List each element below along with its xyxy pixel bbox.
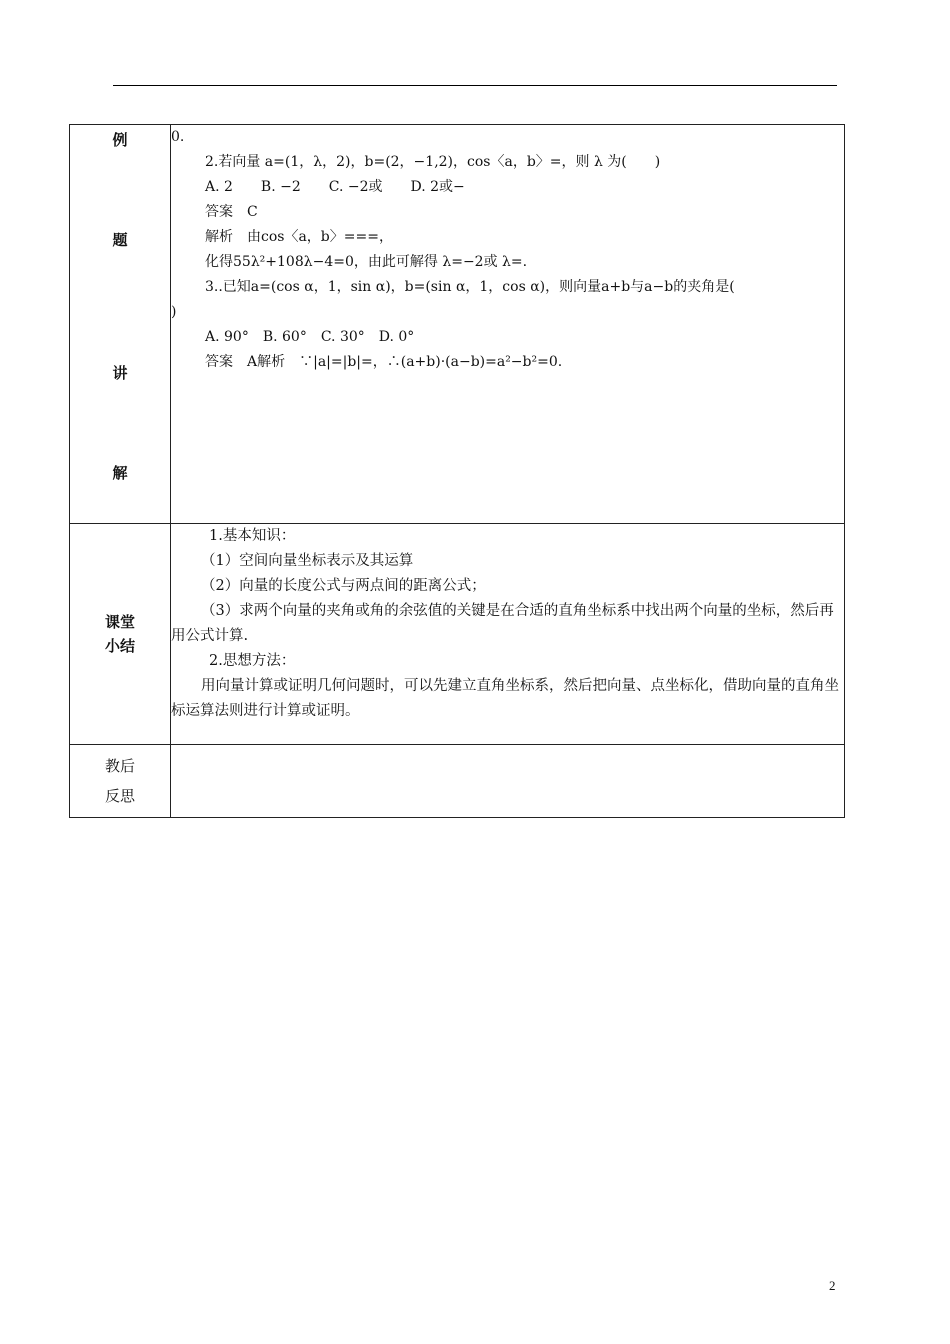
- example-label-char: 讲: [112, 364, 128, 382]
- example-line: ): [171, 304, 177, 320]
- reflection-row: [70, 745, 845, 818]
- example-label-char: 例: [112, 131, 128, 149]
- summary-method-text: 用向量计算或证明几何问题时，可以先建立直角坐标系，然后把向量、点坐标化，借助向量的直角坐标运算法则进行计算或证明。: [171, 678, 839, 719]
- page-number: 2: [829, 1278, 836, 1293]
- reflection-label-cell: [70, 745, 171, 818]
- lesson-table: [69, 124, 845, 818]
- example-line: 解析 由cos〈a，b〉===，: [205, 229, 393, 245]
- example-line: 答案 A解析 ∵|a|=|b|=，∴(a+b)·(a−b)=a²−b²=0.: [205, 354, 563, 370]
- summary-heading-basic: 1.基本知识：: [209, 528, 296, 544]
- summary-label-line2: 小结: [104, 637, 135, 655]
- example-line: 答案 C: [205, 204, 258, 220]
- example-label-char: 题: [112, 231, 128, 249]
- example-line: 3..已知a=(cos α，1，sin α)，b=(sin α，1，cos α)，则向量a+b与a−b的夹角是(: [205, 279, 735, 295]
- header-rule: [113, 85, 837, 86]
- example-line: A. 2 B. −2 C. −2或 D. 2或−: [205, 179, 465, 195]
- example-line: A. 90° B. 60° C. 30° D. 0°: [205, 329, 415, 345]
- summary-item-2: （2）向量的长度公式与两点间的距离公式；: [201, 578, 486, 594]
- example-line: 2.若向量 a=(1，λ，2)，b=(2，−1,2)，cos〈a，b〉=，则 λ 为( ): [205, 154, 661, 170]
- summary-item-1: （1）空间向量坐标表示及其运算: [201, 553, 414, 569]
- example-label-cell: [70, 125, 171, 524]
- summary-heading-method: 2.思想方法：: [209, 653, 296, 669]
- summary-item-3: （3）求两个向量的夹角或角的余弦值的关键是在合适的直角坐标系中找出两个向量的坐标，然后再用公式计算.: [171, 603, 834, 644]
- reflection-label-line2: 反思: [104, 787, 135, 805]
- summary-row: [70, 524, 845, 745]
- reflection-label-line1: 教后: [104, 757, 135, 775]
- example-label-char: 解: [112, 464, 128, 482]
- summary-content-cell: [171, 524, 845, 745]
- reflection-content-cell[interactable]: [171, 745, 845, 818]
- example-line: 化得55λ²+108λ−4=0，由此可解得 λ=−2或 λ=.: [205, 254, 528, 270]
- example-content-cell: [171, 125, 845, 524]
- summary-label-line1: 课堂: [104, 613, 135, 631]
- summary-label-cell: [70, 524, 171, 745]
- example-row: [70, 125, 845, 524]
- example-line: 0.: [171, 129, 185, 145]
